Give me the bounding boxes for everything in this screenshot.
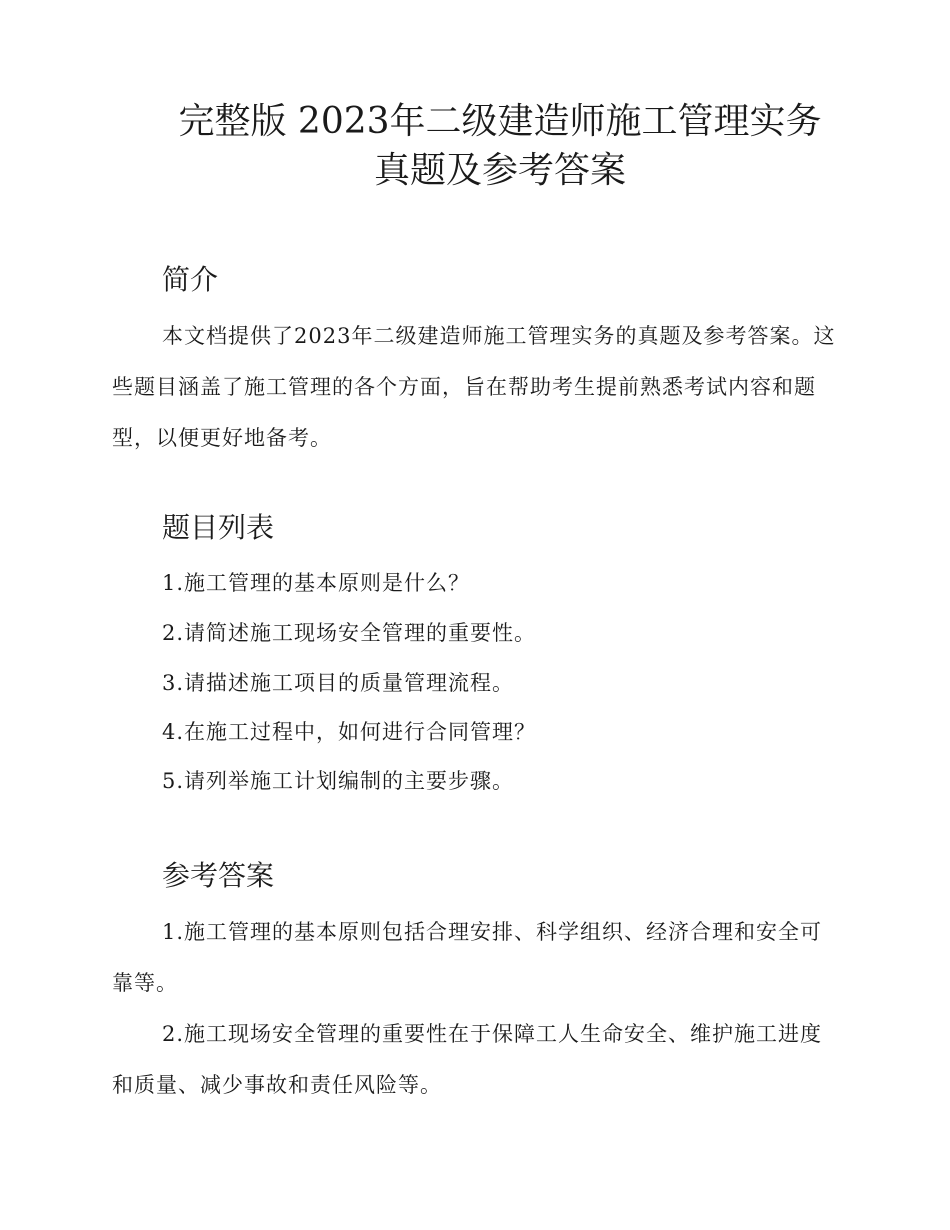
questions-heading: 题目列表: [162, 511, 275, 544]
answer-item-1: 1.施工管理的基本原则包括合理安排、科学组织、经济合理和安全可靠等。: [112, 920, 823, 995]
question-item-2: 2.请简述施工现场安全管理的重要性。: [162, 621, 537, 645]
answer-item-2: 2.施工现场安全管理的重要性在于保障工人生命安全、维护施工进度和质量、减少事故和责任风险等。: [112, 1022, 823, 1097]
answers-heading: 参考答案: [162, 859, 275, 892]
intro-paragraph: 本文档提供了2023年二级建造师施工管理实务的真题及参考答案。这些题目涵盖了施工管理的各个方面，旨在帮助考生提前熟悉考试内容和题型，以便更好地备考。: [112, 324, 836, 450]
question-item-3: 3.请描述施工项目的质量管理流程。: [162, 671, 515, 695]
document-title-line-2: 真题及参考答案: [373, 150, 626, 191]
intro-heading: 简介: [162, 263, 219, 296]
document-title-line-1: 完整版 2023年二级建造师施工管理实务: [178, 101, 822, 142]
question-item-4: 4.在施工过程中，如何进行合同管理？: [162, 720, 537, 744]
question-item-5: 5.请列举施工计划编制的主要步骤。: [162, 769, 515, 793]
question-item-1: 1.施工管理的基本原则是什么？: [162, 571, 471, 595]
